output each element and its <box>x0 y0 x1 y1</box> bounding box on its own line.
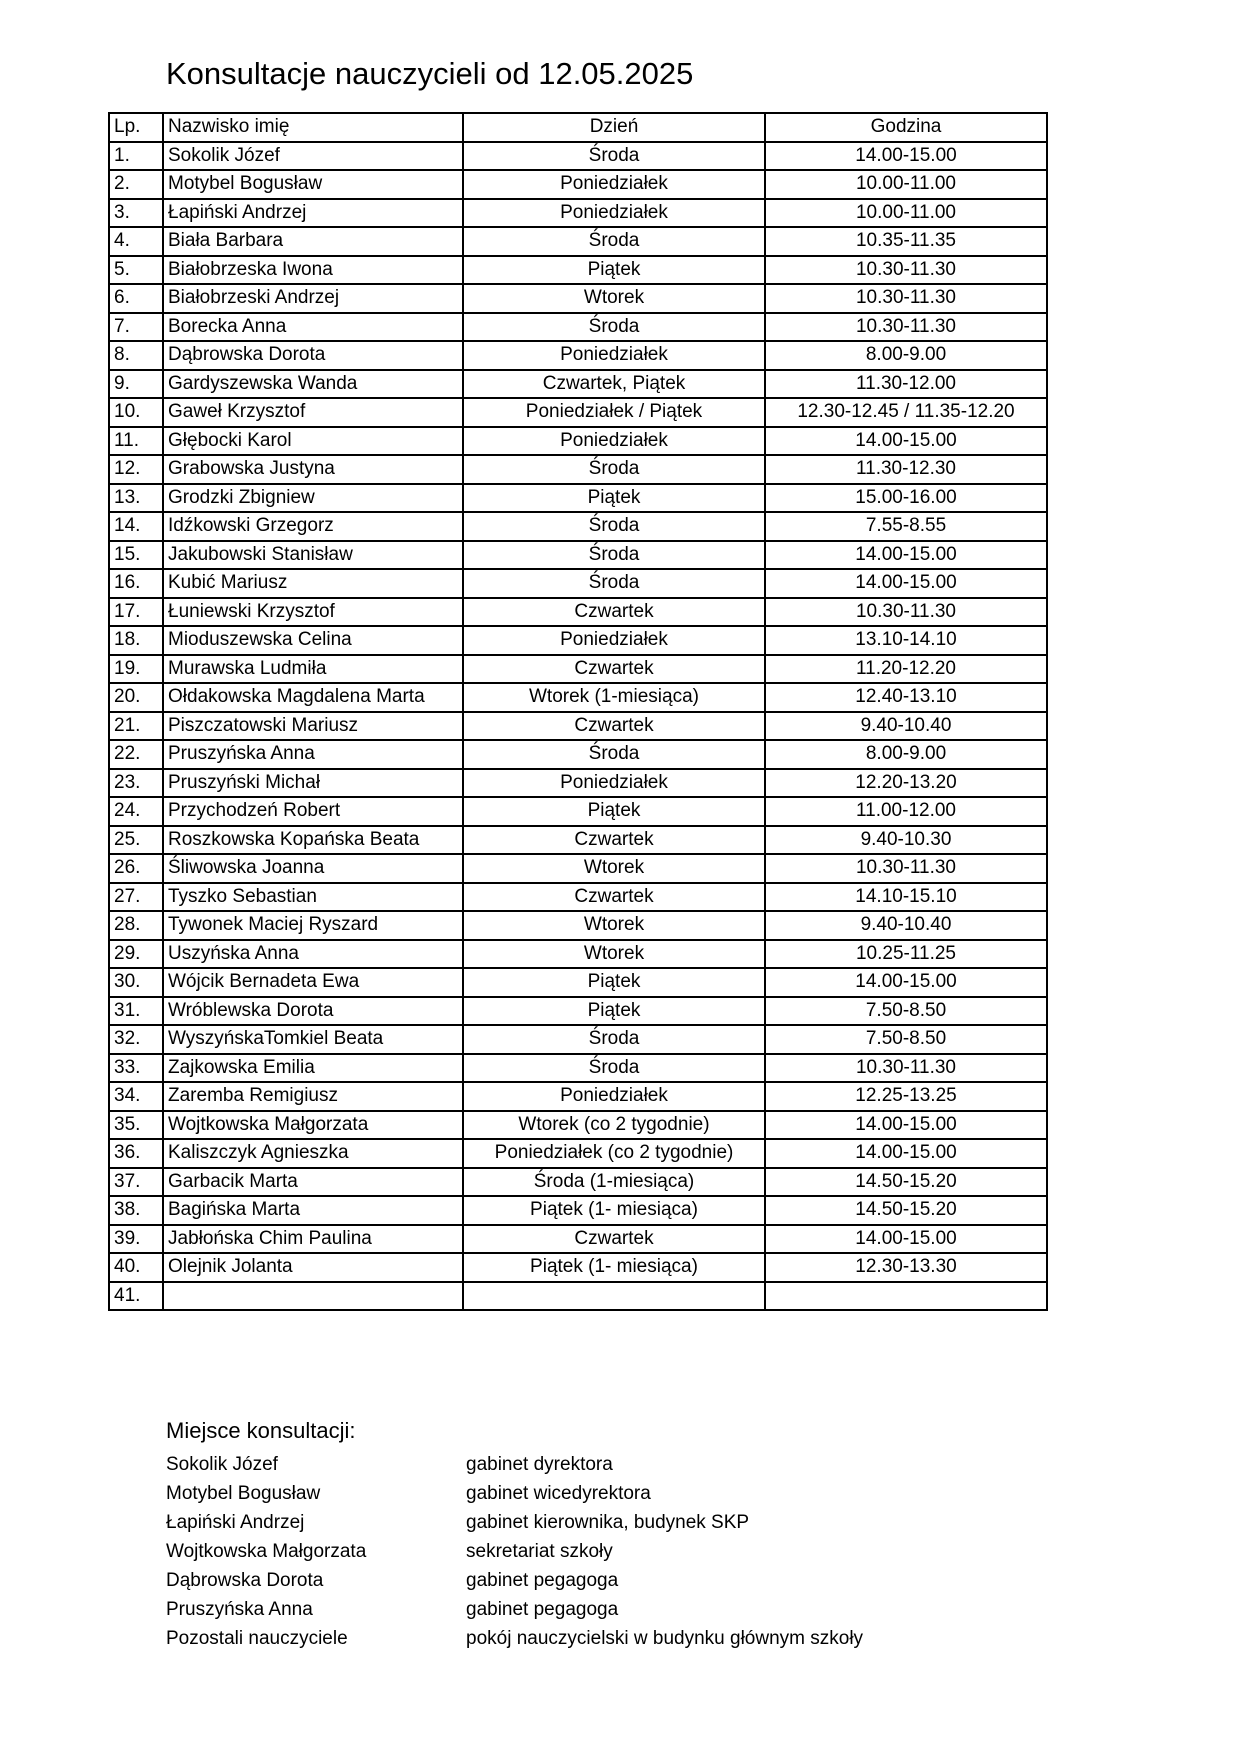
table-row <box>109 854 1047 883</box>
place-room: gabinet kierownika, budynek SKP <box>466 1511 750 1533</box>
table-row <box>109 1082 1047 1111</box>
place-row <box>166 1624 966 1653</box>
cell-hour: 12.30-13.30 <box>765 1253 1047 1282</box>
cell-hour: 13.10-14.10 <box>765 626 1047 655</box>
table-row <box>109 199 1047 228</box>
cell-name: Ołdakowska Magdalena Marta <box>163 683 463 712</box>
table-row <box>109 826 1047 855</box>
table-row <box>109 256 1047 285</box>
place-room: gabinet dyrektora <box>466 1453 613 1475</box>
cell-name: Wójcik Bernadeta Ewa <box>163 968 463 997</box>
cell-lp: 20. <box>109 683 163 712</box>
place-row <box>166 1595 966 1624</box>
cell-hour: 10.30-11.30 <box>765 313 1047 342</box>
cell-hour: 11.30-12.00 <box>765 370 1047 399</box>
cell-name: Sokolik Józef <box>163 142 463 171</box>
place-row <box>166 1508 966 1537</box>
table-row <box>109 170 1047 199</box>
cell-day: Środa <box>463 1025 765 1054</box>
table-row <box>109 341 1047 370</box>
cell-lp: 2. <box>109 170 163 199</box>
table-row <box>109 512 1047 541</box>
cell-lp: 16. <box>109 569 163 598</box>
place-room: sekretariat szkoły <box>466 1540 613 1562</box>
cell-hour: 11.00-12.00 <box>765 797 1047 826</box>
cell-day: Poniedziałek <box>463 769 765 798</box>
cell-day: Czwartek <box>463 712 765 741</box>
cell-name: Uszyńska Anna <box>163 940 463 969</box>
cell-day: Środa (1-miesiąca) <box>463 1168 765 1197</box>
cell-day: Poniedziałek (co 2 tygodnie) <box>463 1139 765 1168</box>
table-row <box>109 142 1047 171</box>
cell-name: Idźkowski Grzegorz <box>163 512 463 541</box>
cell-lp: 29. <box>109 940 163 969</box>
cell-day: Piątek <box>463 484 765 513</box>
table-row <box>109 769 1047 798</box>
cell-name: Zajkowska Emilia <box>163 1054 463 1083</box>
cell-hour: 9.40-10.40 <box>765 911 1047 940</box>
cell-hour: 12.20-13.20 <box>765 769 1047 798</box>
cell-lp: 26. <box>109 854 163 883</box>
cell-day: Wtorek <box>463 911 765 940</box>
cell-hour: 11.20-12.20 <box>765 655 1047 684</box>
cell-day: Środa <box>463 227 765 256</box>
cell-lp: 1. <box>109 142 163 171</box>
cell-day: Czwartek <box>463 598 765 627</box>
cell-day: Poniedziałek <box>463 427 765 456</box>
cell-lp: 38. <box>109 1196 163 1225</box>
cell-name: Białobrzeski Andrzej <box>163 284 463 313</box>
table-row <box>109 712 1047 741</box>
table-row <box>109 1282 1047 1311</box>
place-row <box>166 1450 966 1479</box>
cell-day: Piątek (1- miesiąca) <box>463 1253 765 1282</box>
header-hour: Godzina <box>765 113 1047 142</box>
cell-lp: 19. <box>109 655 163 684</box>
table-row <box>109 1111 1047 1140</box>
cell-hour: 10.35-11.35 <box>765 227 1047 256</box>
header-name: Nazwisko imię <box>163 113 463 142</box>
cell-hour: 14.00-15.00 <box>765 1111 1047 1140</box>
cell-name: Murawska Ludmiła <box>163 655 463 684</box>
table-row <box>109 883 1047 912</box>
cell-hour: 14.50-15.20 <box>765 1196 1047 1225</box>
cell-hour: 14.00-15.00 <box>765 1139 1047 1168</box>
place-room: gabinet wicedyrektora <box>466 1482 651 1504</box>
place-teacher: Pozostali nauczyciele <box>166 1627 348 1649</box>
cell-name: Przychodzeń Robert <box>163 797 463 826</box>
cell-day: Czwartek <box>463 655 765 684</box>
table-row <box>109 1054 1047 1083</box>
header-day: Dzień <box>463 113 765 142</box>
cell-day: Środa <box>463 1054 765 1083</box>
cell-name: Garbacik Marta <box>163 1168 463 1197</box>
table-row <box>109 1196 1047 1225</box>
cell-lp: 25. <box>109 826 163 855</box>
cell-day: Czwartek, Piątek <box>463 370 765 399</box>
cell-day: Środa <box>463 740 765 769</box>
table-row <box>109 1253 1047 1282</box>
cell-day: Wtorek (1-miesiąca) <box>463 683 765 712</box>
table-row <box>109 626 1047 655</box>
cell-hour: 7.50-8.50 <box>765 997 1047 1026</box>
place-teacher: Wojtkowska Małgorzata <box>166 1540 367 1562</box>
cell-name: Gardyszewska Wanda <box>163 370 463 399</box>
table-row <box>109 370 1047 399</box>
cell-name: Wróblewska Dorota <box>163 997 463 1026</box>
cell-name: Dąbrowska Dorota <box>163 341 463 370</box>
cell-day: Czwartek <box>463 826 765 855</box>
cell-name: Kubić Mariusz <box>163 569 463 598</box>
cell-hour: 14.00-15.00 <box>765 142 1047 171</box>
cell-hour: 9.40-10.30 <box>765 826 1047 855</box>
table-header-row <box>109 113 1047 142</box>
cell-lp: 34. <box>109 1082 163 1111</box>
table-row <box>109 427 1047 456</box>
table-row <box>109 598 1047 627</box>
cell-day: Piątek <box>463 997 765 1026</box>
table-row <box>109 740 1047 769</box>
cell-name: Łuniewski Krzysztof <box>163 598 463 627</box>
cell-hour: 10.30-11.30 <box>765 256 1047 285</box>
table-row <box>109 1139 1047 1168</box>
cell-lp: 23. <box>109 769 163 798</box>
cell-name: Piszczatowski Mariusz <box>163 712 463 741</box>
place-room: gabinet pegagoga <box>466 1569 619 1591</box>
cell-lp: 24. <box>109 797 163 826</box>
cell-hour: 10.30-11.30 <box>765 1054 1047 1083</box>
cell-hour: 8.00-9.00 <box>765 740 1047 769</box>
cell-name: Borecka Anna <box>163 313 463 342</box>
cell-hour <box>765 1282 1047 1311</box>
table-row <box>109 940 1047 969</box>
cell-name: Zaremba Remigiusz <box>163 1082 463 1111</box>
places-title: Miejsce konsultacji: <box>166 1418 356 1443</box>
cell-name: Olejnik Jolanta <box>163 1253 463 1282</box>
cell-lp: 21. <box>109 712 163 741</box>
cell-lp: 41. <box>109 1282 163 1311</box>
cell-lp: 18. <box>109 626 163 655</box>
cell-hour: 12.30-12.45 / 11.35-12.20 <box>765 398 1047 427</box>
cell-name: Bagińska Marta <box>163 1196 463 1225</box>
cell-lp: 10. <box>109 398 163 427</box>
cell-day: Piątek <box>463 256 765 285</box>
cell-hour: 14.50-15.20 <box>765 1168 1047 1197</box>
cell-day: Środa <box>463 455 765 484</box>
cell-name: Pruszyńska Anna <box>163 740 463 769</box>
place-row <box>166 1566 966 1595</box>
cell-hour: 10.30-11.30 <box>765 598 1047 627</box>
cell-lp: 12. <box>109 455 163 484</box>
table-row <box>109 968 1047 997</box>
cell-lp: 37. <box>109 1168 163 1197</box>
cell-lp: 8. <box>109 341 163 370</box>
cell-hour: 7.50-8.50 <box>765 1025 1047 1054</box>
cell-lp: 28. <box>109 911 163 940</box>
place-teacher: Sokolik Józef <box>166 1453 278 1475</box>
cell-lp: 6. <box>109 284 163 313</box>
cell-hour: 11.30-12.30 <box>765 455 1047 484</box>
cell-lp: 17. <box>109 598 163 627</box>
table-row <box>109 484 1047 513</box>
cell-hour: 12.40-13.10 <box>765 683 1047 712</box>
table-row <box>109 1225 1047 1254</box>
place-row <box>166 1537 966 1566</box>
page-title: Konsultacje nauczycieli od 12.05.2025 <box>166 56 694 91</box>
place-row <box>166 1479 966 1508</box>
cell-name: Głębocki Karol <box>163 427 463 456</box>
cell-day: Poniedziałek <box>463 1082 765 1111</box>
cell-day: Poniedziałek <box>463 199 765 228</box>
cell-name: Pruszyński Michał <box>163 769 463 798</box>
cell-name <box>163 1282 463 1311</box>
cell-hour: 14.00-15.00 <box>765 427 1047 456</box>
places-list <box>166 1450 966 1653</box>
cell-day: Środa <box>463 512 765 541</box>
cell-lp: 33. <box>109 1054 163 1083</box>
cell-lp: 11. <box>109 427 163 456</box>
table-row <box>109 398 1047 427</box>
cell-name: Tyszko Sebastian <box>163 883 463 912</box>
cell-lp: 13. <box>109 484 163 513</box>
header-lp: Lp. <box>109 113 163 142</box>
cell-name: WyszyńskaTomkiel Beata <box>163 1025 463 1054</box>
cell-hour: 15.00-16.00 <box>765 484 1047 513</box>
cell-day: Wtorek <box>463 284 765 313</box>
cell-day: Poniedziałek <box>463 170 765 199</box>
place-teacher: Łapiński Andrzej <box>166 1511 305 1533</box>
cell-day: Czwartek <box>463 883 765 912</box>
place-room: gabinet pegagoga <box>466 1598 619 1620</box>
cell-name: Motybel Bogusław <box>163 170 463 199</box>
cell-name: Grabowska Justyna <box>163 455 463 484</box>
cell-hour: 10.00-11.00 <box>765 199 1047 228</box>
cell-name: Tywonek Maciej Ryszard <box>163 911 463 940</box>
cell-hour: 10.30-11.30 <box>765 854 1047 883</box>
table-row <box>109 541 1047 570</box>
cell-day: Poniedziałek <box>463 341 765 370</box>
table-row <box>109 313 1047 342</box>
cell-lp: 4. <box>109 227 163 256</box>
cell-lp: 22. <box>109 740 163 769</box>
cell-day: Piątek (1- miesiąca) <box>463 1196 765 1225</box>
cell-name: Wojtkowska Małgorzata <box>163 1111 463 1140</box>
cell-name: Jakubowski Stanisław <box>163 541 463 570</box>
place-room: pokój nauczycielski w budynku głównym szkoły <box>466 1627 864 1649</box>
cell-lp: 32. <box>109 1025 163 1054</box>
cell-day: Wtorek (co 2 tygodnie) <box>463 1111 765 1140</box>
cell-hour: 12.25-13.25 <box>765 1082 1047 1111</box>
cell-lp: 35. <box>109 1111 163 1140</box>
cell-hour: 7.55-8.55 <box>765 512 1047 541</box>
cell-lp: 27. <box>109 883 163 912</box>
cell-day <box>463 1282 765 1311</box>
cell-hour: 14.00-15.00 <box>765 1225 1047 1254</box>
consultation-table <box>108 112 1048 1311</box>
table-row <box>109 655 1047 684</box>
cell-day: Środa <box>463 142 765 171</box>
cell-name: Grodzki Zbigniew <box>163 484 463 513</box>
cell-hour: 14.10-15.10 <box>765 883 1047 912</box>
cell-hour: 9.40-10.40 <box>765 712 1047 741</box>
cell-day: Środa <box>463 313 765 342</box>
cell-day: Piątek <box>463 968 765 997</box>
cell-lp: 39. <box>109 1225 163 1254</box>
cell-hour: 10.30-11.30 <box>765 284 1047 313</box>
table-row <box>109 227 1047 256</box>
table-row <box>109 911 1047 940</box>
cell-lp: 7. <box>109 313 163 342</box>
cell-lp: 3. <box>109 199 163 228</box>
table-row <box>109 683 1047 712</box>
place-teacher: Dąbrowska Dorota <box>166 1569 324 1591</box>
table-row <box>109 569 1047 598</box>
cell-lp: 31. <box>109 997 163 1026</box>
cell-hour: 8.00-9.00 <box>765 341 1047 370</box>
table-row <box>109 284 1047 313</box>
cell-name: Śliwowska Joanna <box>163 854 463 883</box>
cell-name: Białobrzeska Iwona <box>163 256 463 285</box>
cell-lp: 30. <box>109 968 163 997</box>
cell-lp: 5. <box>109 256 163 285</box>
cell-hour: 14.00-15.00 <box>765 569 1047 598</box>
cell-day: Środa <box>463 569 765 598</box>
cell-lp: 15. <box>109 541 163 570</box>
cell-name: Kaliszczyk Agnieszka <box>163 1139 463 1168</box>
cell-hour: 14.00-15.00 <box>765 541 1047 570</box>
table-row <box>109 997 1047 1026</box>
cell-name: Mioduszewska Celina <box>163 626 463 655</box>
cell-day: Środa <box>463 541 765 570</box>
cell-name: Biała Barbara <box>163 227 463 256</box>
cell-day: Czwartek <box>463 1225 765 1254</box>
cell-lp: 9. <box>109 370 163 399</box>
cell-lp: 14. <box>109 512 163 541</box>
cell-hour: 14.00-15.00 <box>765 968 1047 997</box>
table-row <box>109 455 1047 484</box>
consultation-places <box>166 1418 966 1653</box>
cell-name: Łapiński Andrzej <box>163 199 463 228</box>
cell-lp: 40. <box>109 1253 163 1282</box>
cell-day: Wtorek <box>463 940 765 969</box>
cell-lp: 36. <box>109 1139 163 1168</box>
cell-name: Gaweł Krzysztof <box>163 398 463 427</box>
cell-name: Roszkowska Kopańska Beata <box>163 826 463 855</box>
cell-day: Poniedziałek <box>463 626 765 655</box>
table-row <box>109 797 1047 826</box>
table-row <box>109 1168 1047 1197</box>
cell-hour: 10.00-11.00 <box>765 170 1047 199</box>
cell-day: Poniedziałek / Piątek <box>463 398 765 427</box>
cell-hour: 10.25-11.25 <box>765 940 1047 969</box>
place-teacher: Motybel Bogusław <box>166 1482 321 1504</box>
place-teacher: Pruszyńska Anna <box>166 1598 313 1620</box>
cell-day: Wtorek <box>463 854 765 883</box>
cell-name: Jabłońska Chim Paulina <box>163 1225 463 1254</box>
table-row <box>109 1025 1047 1054</box>
cell-day: Piątek <box>463 797 765 826</box>
